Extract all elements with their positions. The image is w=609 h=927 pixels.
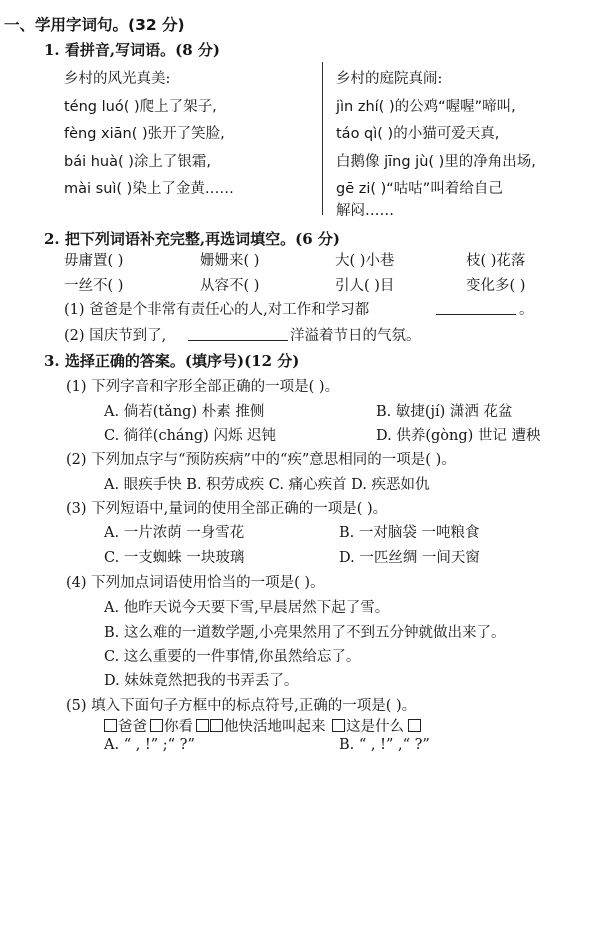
punctuation-box[interactable] — [332, 719, 345, 732]
question-3-stem: 3. 选择正确的答案。(填序号)(12 分) — [44, 352, 300, 370]
q3-sub1-option-a: A. 倘若(tǎng) 朴素 推侧 — [104, 404, 265, 420]
q3-sub5-option-b: B. “ , !” ,“ ?” — [339, 737, 430, 753]
q2-fill-sentence-2: (2) 国庆节到了, — [64, 328, 167, 344]
q3-sub5-sentence-part: 爸爸 — [118, 719, 147, 735]
q3-sub3-option-b: B. 一对脑袋 一吨粮食 — [339, 525, 480, 541]
q3-sub3-option-a: A. 一片浓荫 一身雪花 — [104, 525, 245, 541]
punctuation-box[interactable] — [408, 719, 421, 732]
q3-sub5-stem: (5) 填入下面句子方框中的标点符号,正确的一项是( )。 — [66, 698, 417, 714]
q3-sub2-stem: (2) 下列加点字与“预防疾病”中的“疾”意思相同的一项是( )。 — [66, 452, 456, 468]
q2-word: 一丝不( ) — [64, 278, 124, 294]
q3-sub4-option-b: B. 这么难的一道数学题,小亮果然用了不到五分钟就做出来了。 — [104, 625, 506, 641]
q1-right-line: jìn zhí( )的公鸡“喔喔”啼叫, — [336, 99, 516, 115]
q2-fill-sentence-2-end: 洋溢着节日的气氛。 — [290, 328, 421, 344]
q2-fill-sentence-1-end: 。 — [519, 302, 534, 318]
punctuation-box[interactable] — [150, 719, 163, 732]
q3-sub3-option-c: C. 一支蜘蛛 一块玻璃 — [104, 550, 245, 566]
q1-left-heading: 乡村的风光真美: — [64, 71, 171, 87]
q2-word: 变化多( ) — [466, 278, 526, 294]
q3-sub5-sentence-part: 他快活地叫起来 — [224, 719, 326, 735]
q1-left-line: fèng xiān( )张开了笑脸, — [64, 126, 225, 142]
q1-left-line: bái huà( )涂上了银霜, — [64, 154, 212, 170]
q1-right-line: táo qì( )的小猫可爱天真, — [336, 126, 500, 142]
q3-sub5-sentence-part: 你看 — [164, 719, 193, 735]
q1-right-line: gē zi( )“咕咕”叫着给自己 — [336, 181, 503, 197]
q3-sub3-option-d: D. 一匹丝绸 一间天窗 — [339, 550, 480, 566]
q3-sub1-stem: (1) 下列字音和字形全部正确的一项是( )。 — [66, 379, 340, 395]
q2-word: 枝( )花落 — [466, 253, 526, 269]
question-1-stem: 1. 看拼音,写词语。(8 分) — [44, 41, 220, 59]
question-2-stem: 2. 把下列词语补充完整,再选词填空。(6 分) — [44, 230, 340, 248]
q3-sub4-option-a: A. 他昨天说今天要下雪,早晨居然下起了雪。 — [104, 600, 390, 616]
q3-sub1-option-b: B. 敏捷(jí) 潇洒 花盆 — [376, 404, 513, 420]
q3-sub5-sentence-part: 这是什么 — [346, 719, 404, 735]
q3-sub5-option-a: A. “ , !” ;“ ?” — [104, 737, 195, 753]
q1-left-line: mài suì( )染上了金黄…… — [64, 181, 234, 197]
q2-fill-sentence-1: (1) 爸爸是个非常有责任心的人,对工作和学习都 — [64, 302, 370, 318]
column-divider — [322, 62, 323, 215]
q3-sub3-stem: (3) 下列短语中,量词的使用全部正确的一项是( )。 — [66, 501, 388, 517]
section-title: 一、学用字词句。(32 分) — [4, 16, 185, 34]
q1-right-line: 白鹅像 jīng jù( )里的净角出场, — [336, 154, 536, 170]
punctuation-box[interactable] — [196, 719, 209, 732]
q3-sub2-options: A. 眼疾手快 B. 积劳成疾 C. 痛心疾首 D. 疾恶如仇 — [104, 477, 430, 493]
q3-sub4-stem: (4) 下列加点词语使用恰当的一项是( )。 — [66, 575, 325, 591]
q2-word: 大( )小巷 — [335, 253, 395, 269]
q1-right-heading: 乡村的庭院真闹: — [336, 71, 443, 87]
punctuation-box[interactable] — [104, 719, 117, 732]
q1-right-line: 解闷…… — [336, 203, 394, 219]
q1-left-line: téng luó( )爬上了架子, — [64, 99, 217, 115]
punctuation-box[interactable] — [210, 719, 223, 732]
q2-word: 引人( )目 — [335, 278, 395, 294]
q2-word: 从容不( ) — [200, 278, 260, 294]
answer-blank[interactable] — [188, 340, 288, 341]
q3-sub4-option-d: D. 妹妹竟然把我的书弄丢了。 — [104, 673, 299, 689]
q3-sub4-option-c: C. 这么重要的一件事情,你虽然给忘了。 — [104, 649, 361, 665]
q3-sub1-option-d: D. 供养(gòng) 世记 遭秧 — [376, 428, 541, 444]
q3-sub1-option-c: C. 徜徉(cháng) 闪烁 迟钝 — [104, 428, 277, 444]
q2-word: 毋庸置( ) — [64, 253, 124, 269]
answer-blank[interactable] — [436, 314, 516, 315]
q2-word: 姗姗来( ) — [200, 253, 260, 269]
